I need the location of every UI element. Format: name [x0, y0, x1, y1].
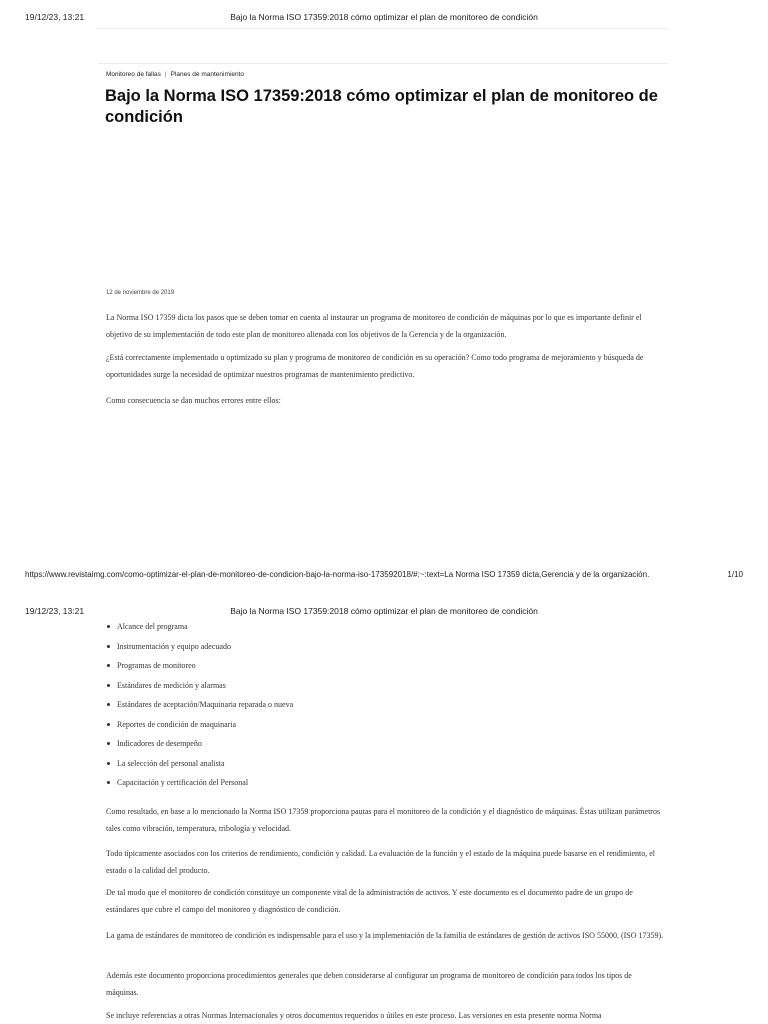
list-item: Estándares de aceptación/Maquinaria reparada o nueva	[106, 695, 666, 715]
print-header	[0, 12, 768, 26]
print-footer	[0, 570, 768, 584]
breadcrumb	[106, 71, 244, 78]
article-paragraph: ¿Está correctamente implementado u optimizado su plan y programa de monitoreo de condición en su operación? Como todo programa de mejoramiento y búsqueda de oportunidades surge la necesidad de optimizar nuestros programas de mantenimiento predictivo.	[106, 353, 644, 379]
print-datetime: 19/12/23, 13:21	[25, 606, 85, 616]
article-paragraph: Además este documento proporciona procedimientos generales que deben considerarse al configurar un programa de monitoreo de condición para todos los tipos de máquinas.	[106, 971, 632, 997]
category-link-planes-de-mantenimiento[interactable]: Planes de mantenimiento	[170, 71, 244, 78]
header-divider	[98, 63, 668, 64]
article-paragraph: Todo típicamente asociados con los criterios de rendimiento, condición y calidad. La evaluación de la función y el estado de la máquina puede basarse en el rendimiento, el estado o la calidad del producto.	[106, 849, 656, 875]
publish-date: 12 de noviembre de 2019	[106, 290, 175, 296]
list-item: Indicadores de desempeño	[106, 734, 666, 754]
list-item: Capacitación y certificación del Personal	[106, 773, 666, 793]
article-title: Bajo la Norma ISO 17359:2018 cómo optimizar el plan de monitoreo de condición	[105, 87, 658, 126]
article-paragraph: Como consecuencia se dan muchos errores entre ellos:	[106, 396, 281, 405]
article-paragraph: Como resultado, en base a lo mencionado la Norma ISO 17359 proporciona pautas para el monitoreo de la condición y el diagnóstico de máquinas. Éstas utilizan parámetros tales como vibración, temperatura, tribología y velocidad.	[106, 807, 661, 833]
article-paragraph: De tal modo que el monitoreo de condición constituye un componente vital de la administración de activos. Y este documento es el documento padre de un grupo de estándares que cubre el campo del monitoreo y diagnóstico de condición.	[106, 888, 633, 914]
article-paragraph: La Norma ISO 17359 dicta los pasos que se deben tomar en cuenta al instaurar un programa de monitoreo de condición de máquinas por lo que es importante definir el objetivo de su implementación de todo este plan de monitoreo alienada con los objetivos de la Gerencia y de la organización.	[106, 313, 642, 339]
print-page-number: 1/10	[727, 570, 743, 579]
list-item: Alcance del programa	[106, 617, 666, 637]
print-doc-title: Bajo la Norma ISO 17359:2018 cómo optimizar el plan de monitoreo de condición	[230, 12, 538, 22]
list-item: Instrumentación y equipo adecuado	[106, 637, 666, 657]
article-paragraph: Se incluye referencias a otras Normas Internacionales y otros documentos requeridos o útiles en este proceso. Las versiones en esta presente norma Norma	[106, 1011, 602, 1020]
print-datetime: 19/12/23, 13:21	[25, 12, 85, 22]
category-separator: |	[164, 71, 167, 78]
top-divider	[98, 28, 668, 29]
issues-list	[106, 617, 666, 793]
list-item: Reportes de condición de maquinaria	[106, 715, 666, 735]
list-item: Estándares de medición y alarmas	[106, 676, 666, 696]
print-url: https://www.revistaimg.com/como-optimizar-el-plan-de-monitoreo-de-condicion-bajo-la-norma-iso-173592018/#:~:text=La Norma ISO 17359 dicta,Gerencia y de la organización.	[25, 570, 650, 579]
category-link-monitoreo-de-fallas[interactable]: Monitoreo de fallas	[106, 71, 161, 78]
list-item: Programas de monitoreo	[106, 656, 666, 676]
article-paragraph: La gama de estándares de monitoreo de condición es indispensable para el uso y la implementación de la familia de estándares de gestión de activos ISO 55000. (ISO 17359).	[106, 931, 664, 940]
print-doc-title: Bajo la Norma ISO 17359:2018 cómo optimizar el plan de monitoreo de condición	[230, 606, 538, 616]
list-item: La selección del personal analista	[106, 754, 666, 774]
